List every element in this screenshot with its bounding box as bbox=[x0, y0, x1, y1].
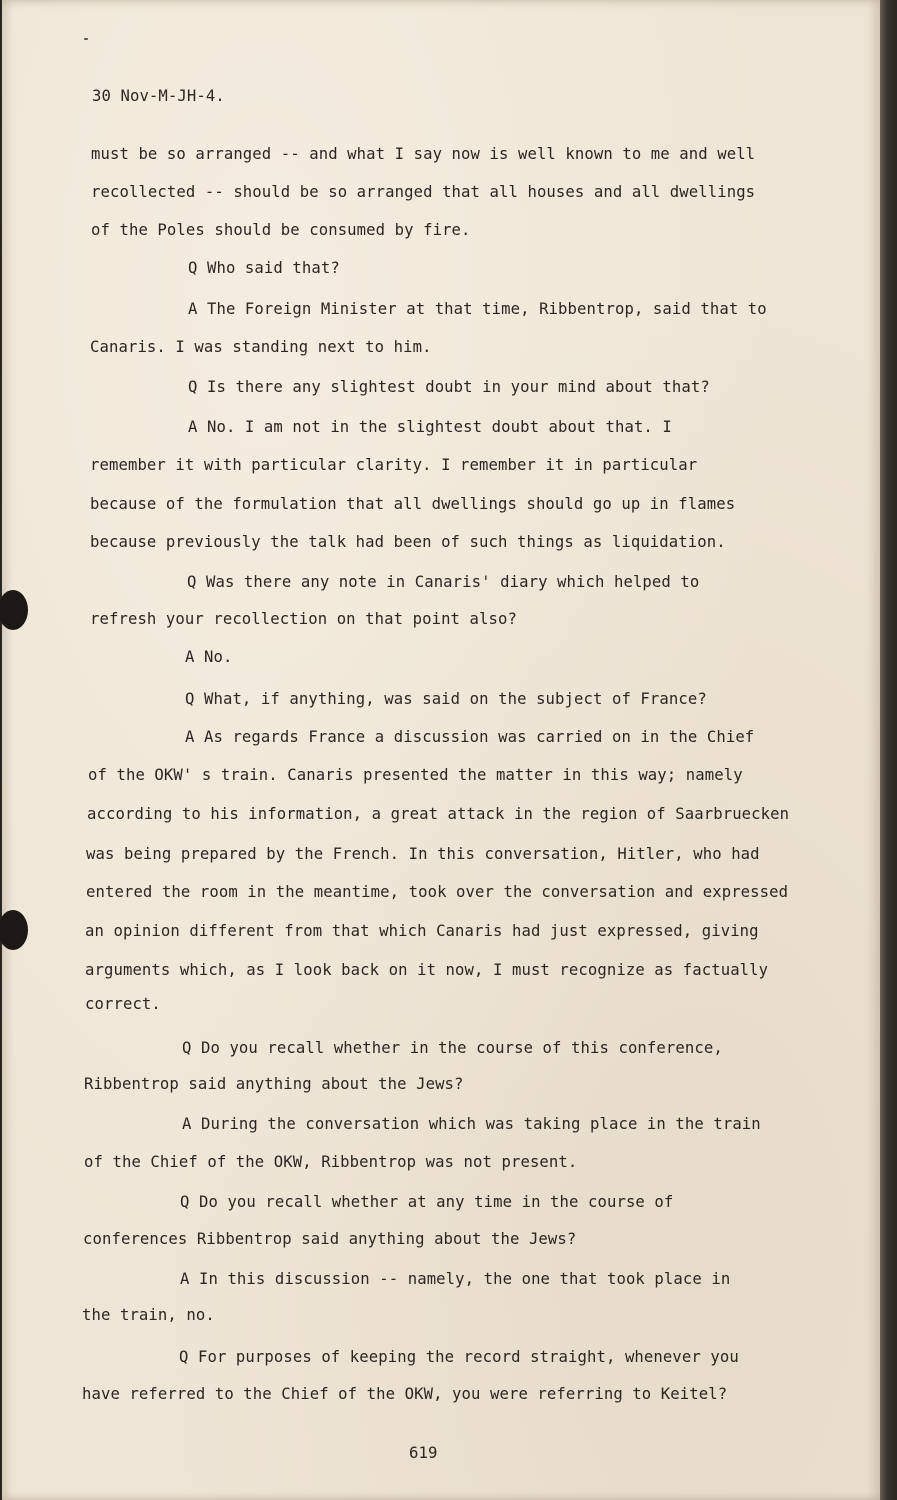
question-line: Q Is there any slightest doubt in your mind about that? bbox=[188, 378, 710, 396]
body-line: correct. bbox=[85, 995, 161, 1013]
body-line: refresh your recollection on that point also? bbox=[90, 610, 517, 628]
ink-speck bbox=[84, 38, 88, 40]
question-line: Q For purposes of keeping the record straight, whenever you bbox=[179, 1348, 739, 1366]
body-line: have referred to the Chief of the OKW, you were referring to Keitel? bbox=[82, 1385, 728, 1403]
body-line: of the Poles should be consumed by fire. bbox=[91, 221, 471, 239]
body-line: of the OKW' s train. Canaris presented the matter in this way; namely bbox=[88, 766, 743, 784]
body-line: arguments which, as I look back on it now, I must recognize as factually bbox=[85, 961, 769, 979]
body-line: because previously the talk had been of such things as liquidation. bbox=[90, 533, 726, 551]
body-line: because of the formulation that all dwellings should go up in flames bbox=[90, 495, 736, 513]
body-line: the train, no. bbox=[82, 1306, 215, 1324]
answer-line: A In this discussion -- namely, the one that took place in bbox=[180, 1270, 731, 1288]
question-line: Q What, if anything, was said on the subject of France? bbox=[185, 690, 707, 708]
answer-line: A During the conversation which was taking place in the train bbox=[182, 1115, 761, 1133]
body-line: Ribbentrop said anything about the Jews? bbox=[84, 1075, 464, 1093]
answer-line: A As regards France a discussion was carried on in the Chief bbox=[185, 728, 755, 746]
question-line: Q Who said that? bbox=[188, 259, 340, 277]
answer-line: A The Foreign Minister at that time, Ribbentrop, said that to bbox=[188, 300, 767, 318]
body-line: according to his information, a great attack in the region of Saarbruecken bbox=[87, 805, 790, 823]
question-line: Q Do you recall whether in the course of this conference, bbox=[182, 1039, 723, 1057]
body-line: recollected -- should be so arranged that all houses and all dwellings bbox=[91, 183, 756, 201]
answer-line: A No. I am not in the slightest doubt about that. I bbox=[188, 418, 672, 436]
page-header: 30 Nov-M-JH-4. bbox=[92, 87, 225, 105]
body-line: entered the room in the meantime, took over the conversation and expressed bbox=[86, 883, 789, 901]
question-line: Q Was there any note in Canaris' diary which helped to bbox=[187, 573, 700, 591]
body-line: remember it with particular clarity. I remember it in particular bbox=[90, 456, 698, 474]
question-line: Q Do you recall whether at any time in the course of bbox=[180, 1193, 674, 1211]
answer-line: A No. bbox=[185, 648, 233, 666]
punch-hole-lower bbox=[0, 910, 28, 950]
body-line: an opinion different from that which Canaris had just expressed, giving bbox=[85, 922, 759, 940]
body-line: conferences Ribbentrop said anything about the Jews? bbox=[83, 1230, 577, 1248]
body-line: Canaris. I was standing next to him. bbox=[90, 338, 432, 356]
body-line: was being prepared by the French. In this conversation, Hitler, who had bbox=[86, 845, 760, 863]
document-page bbox=[2, 0, 880, 1500]
page-edge-shadow bbox=[880, 0, 897, 1500]
body-line: must be so arranged -- and what I say now is well known to me and well bbox=[91, 145, 756, 163]
body-line: of the Chief of the OKW, Ribbentrop was not present. bbox=[84, 1153, 578, 1171]
punch-hole-upper bbox=[0, 590, 28, 630]
page-number: 619 bbox=[409, 1444, 438, 1462]
